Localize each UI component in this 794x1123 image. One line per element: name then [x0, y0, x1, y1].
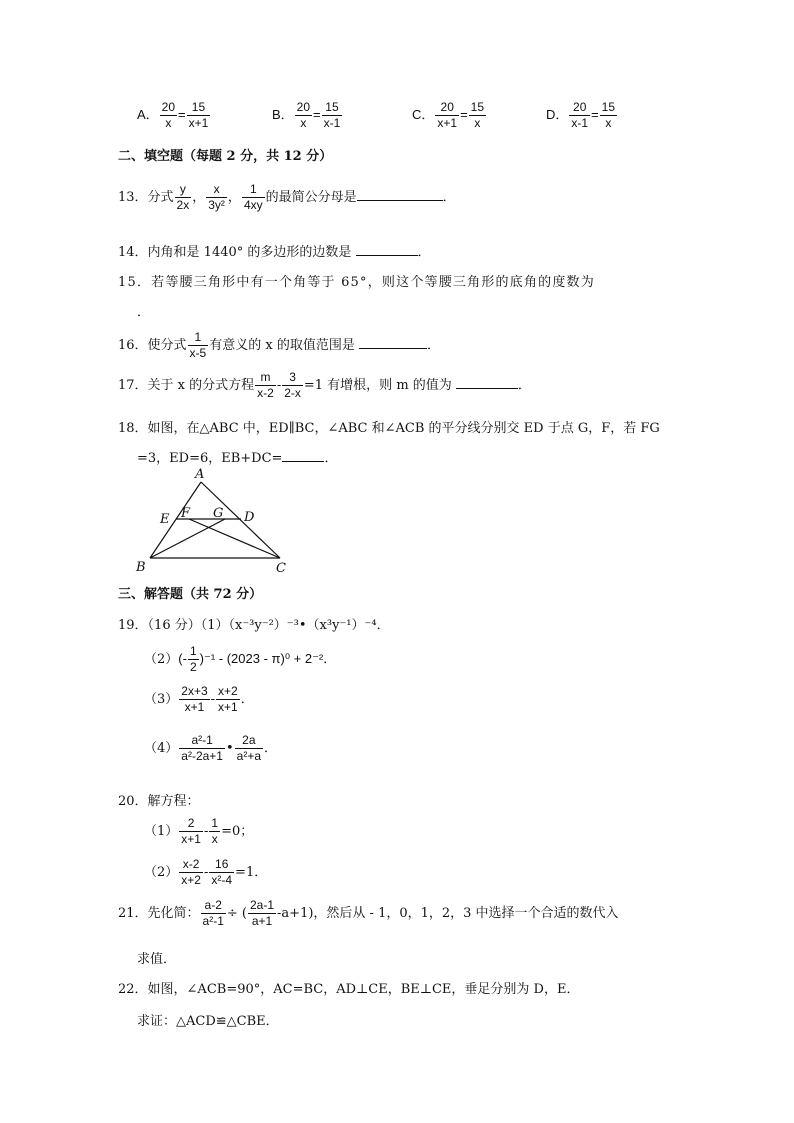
section-heading-solve: 三、解答题（共 72 分） [118, 587, 263, 602]
option-b: B． $\frac{20}{x}$ = $\frac{15}{x-1}$ [272, 100, 341, 130]
section-heading-fill-blank: 二、填空题（每题 2 分，共 12 分） [118, 149, 333, 164]
question-15: 15．若等腰三角形中有一个角等于 65°，则这个等腰三角形的底角的度数为 [118, 275, 595, 290]
question-21-line2: 求值． [137, 952, 177, 967]
question-15-end: ． [137, 305, 151, 320]
label-g: G [213, 506, 224, 521]
label-b: B [136, 560, 146, 575]
question-16: 16．使分式 $\frac{1}{x-5}$ 有意义的 x 的取值范围是 ． [118, 330, 440, 360]
answer-blank[interactable] [357, 199, 443, 201]
question-19: 19．（16 分）（1）（x⁻³y⁻²）⁻³•（x³y⁻¹）⁻⁴． [118, 618, 390, 633]
question-19-part2: （2）(- $\frac{1}{2}$ )⁻¹ - (2023 - π)⁰ + 2⁻²． [144, 644, 337, 674]
answer-blank[interactable] [356, 254, 418, 256]
label-a: A [195, 467, 205, 482]
label-d: D [244, 510, 255, 525]
question-19-part4: （4） $\frac{\text{a²-1}}{\text{a²-2a+1}}$ • $\frac{2a}{\text{a²+a}}$ ． [144, 733, 278, 763]
question-17: 17．关于 x 的分式方程 $\frac{m}{x-2}$ - $\frac{3}{2-x}$ =1 有增根，则 m 的值为 ． [118, 370, 531, 400]
side-ab [150, 482, 201, 558]
label-f: F [181, 506, 191, 521]
question-13: 13．分式 $\frac{y}{2x}$ ， $\frac{x}{\text{3y²}}$ ， $\frac{1}{4xy}$ 的最简公分母是 ． [118, 182, 456, 212]
question-22-line2: 求证：△ACD≌△CBE． [137, 1014, 279, 1029]
option-a: A． $\frac{20}{x}$ = $\frac{15}{x+1}$ [137, 100, 209, 130]
question-14: 14．内角和是 1440° 的多边形的边数是 ． [118, 245, 431, 260]
bisector-cf [189, 519, 280, 558]
answer-blank[interactable] [282, 460, 324, 462]
answer-blank[interactable] [359, 347, 427, 349]
question-18-line2: =3，ED=6，EB+DC= ． [137, 451, 338, 466]
question-20-part1: （1） $\frac{2}{x+1}$ - $\frac{1}{x}$ =0； [144, 816, 254, 846]
option-d: D． $\frac{20}{x-1}$ = $\frac{15}{x}$ [546, 100, 616, 130]
triangle-figure [130, 466, 300, 576]
question-20-part2: （2） $\frac{x-2}{x+2}$ - $\frac{16}{\text{x²-4}}$ =1． [144, 857, 268, 887]
option-c: C． $\frac{20}{x+1}$ = $\frac{15}{x}$ [412, 100, 485, 130]
label-e: E [160, 512, 170, 527]
question-19-part3: （3） $\frac{2x+3}{x+1}$ - $\frac{x+2}{x+1}$ ． [144, 684, 254, 714]
question-18: 18．如图，在△ABC 中，ED∥BC，∠ABC 和∠ACB 的平分线分别交 ED 于点 G，F，若 FG [118, 421, 660, 436]
answer-blank[interactable] [456, 387, 518, 389]
label-c: C [276, 561, 286, 576]
question-20: 20．解方程： [118, 794, 200, 809]
question-21: 21．先化简： $\frac{a-2}{\text{a²-1}}$ ÷ ( $\frac{2a-1}{a+1}$ -a+1)，然后从 - 1，0，1，2，3 中选择一个合适的数代入 [118, 898, 619, 928]
question-22: 22．如图，∠ACB=90°，AC=BC，AD⊥CE，BE⊥CE，垂足分别为 D，E． [118, 982, 580, 997]
